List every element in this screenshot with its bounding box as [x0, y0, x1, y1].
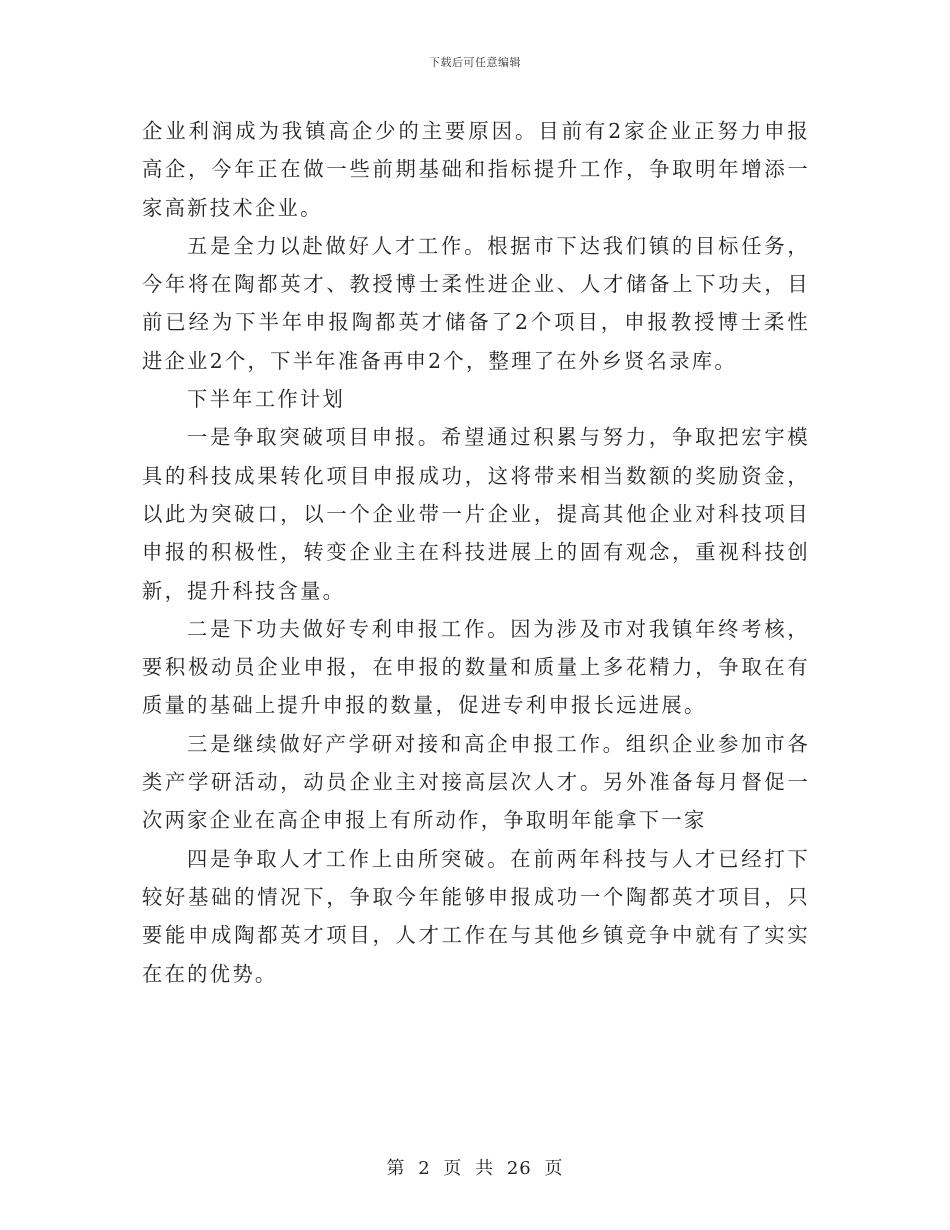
paragraph-talent-breakthrough: 四是争取人才工作上由所突破。在前两年科技与人才已经打下较好基础的情况下，争取今年能够申报成功一个陶都英才项目，只要能申成陶都英才项目，人才工作在与其他乡镇竞争中就有了实实在在的优势。 — [142, 846, 810, 986]
page-header-note: 下载后可任意编辑 — [429, 56, 521, 69]
page-number: 第 2 页 共 26 页 — [386, 1158, 564, 1179]
paragraph-patent-application: 二是下功夫做好专利申报工作。因为涉及市对我镇年终考核，要积极动员企业申报，在申报的数量和质量上多花精力，争取在有质量的基础上提升申报的数量，促进专利申报长远进展。 — [142, 616, 810, 718]
paragraph-project-application: 一是争取突破项目申报。希望通过积累与努力，争取把宏宇模具的科技成果转化项目申报成功，这将带来相当数额的奖励资金，以此为突破口，以一个企业带一片企业，提高其他企业对科技项目申报的积极性，转变企业主在科技进展上的固有观念，重视科技创新，提升科技含量。 — [142, 425, 810, 603]
document-body — [142, 112, 810, 993]
paragraph-industry-research: 三是继续做好产学研对接和高企申报工作。组织企业参加市各类产学研活动，动员企业主对接高层次人才。另外准备每月督促一次两家企业在高企申报上有所动作，争取明年能拿下一家 — [142, 731, 810, 833]
section-heading-work-plan: 下半年工作计划 — [187, 387, 346, 412]
paragraph-continuation: 企业利润成为我镇高企少的主要原因。目前有2家企业正努力申报高企，今年正在做一些前期基础和指标提升工作，争取明年增添一家高新技术企业。 — [142, 119, 810, 220]
paragraph-talent-work: 五是全力以赴做好人才工作。根据市下达我们镇的目标任务，今年将在陶都英才、教授博士柔性进企业、人才储备上下功夫，目前已经为下半年申报陶都英才储备了2个项目，申报教授博士柔性进企业2个，下半年准备再申2个，整理了在外乡贤名录库。 — [142, 233, 810, 373]
